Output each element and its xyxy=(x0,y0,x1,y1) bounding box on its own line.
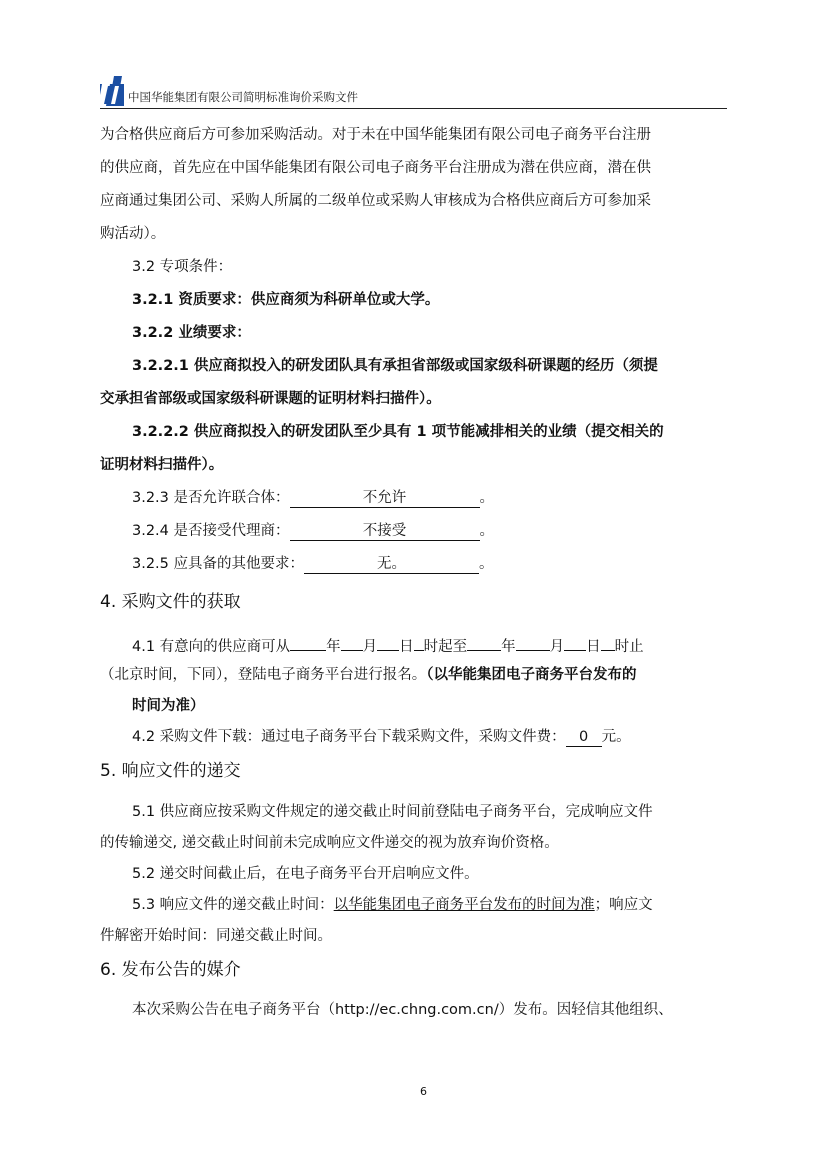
deadline-text: 以华能集团电子商务平台发布的时间为准 xyxy=(333,897,595,913)
consortium-label: 3.2.3 是否允许联合体： xyxy=(132,490,290,506)
header-title: 中国华能集团有限公司简明标准询价采购文件 xyxy=(128,90,358,104)
clause-5-3-line xyxy=(132,895,653,915)
text: 4.1 有意向的供应商可从 xyxy=(132,639,291,655)
clause-4-1-line xyxy=(100,665,637,685)
clause-3-2: 3.2 专项条件： xyxy=(132,259,233,275)
period: 。 xyxy=(479,490,495,506)
clause-5-1-line: 5.1 供应商应按采购文件规定的递交截止时间前登陆电子商务平台，完成响应文件 xyxy=(132,804,653,820)
clause-3-2-3 xyxy=(132,488,494,508)
clause-3-2-2-2-line: 3.2.2.2 供应商拟投入的研发团队至少具有 1 项节能减排相关的业绩（提交相关的 xyxy=(132,424,664,440)
consortium-value: 不允许 xyxy=(290,489,480,508)
text: 时起至 xyxy=(423,639,468,655)
clause-4-1-line: 时间为准） xyxy=(132,698,205,714)
clause-3-2-5 xyxy=(132,554,494,574)
blank-field xyxy=(414,635,424,651)
page-number: 6 xyxy=(420,1085,427,1098)
agent-label: 3.2.4 是否接受代理商： xyxy=(132,523,290,539)
text: 元。 xyxy=(601,729,631,745)
clause-3-2-1: 3.2.1 资质要求：供应商须为科研单位或大学。 xyxy=(132,292,440,308)
clause-5-2: 5.2 递交时间截止后，在电子商务平台开启响应文件。 xyxy=(132,866,479,882)
blank-field xyxy=(516,635,550,651)
text: 月 xyxy=(362,639,378,655)
clause-3-2-2-1-line: 3.2.2.1 供应商拟投入的研发团队具有承担省部级或国家级科研课题的经历（须提 xyxy=(132,358,658,374)
clause-5-3-line: 件解密开始时间：同递交截止时间。 xyxy=(100,928,332,944)
text: 日 xyxy=(586,639,601,655)
blank-field xyxy=(601,635,615,651)
other-req-label: 3.2.5 应具备的其他要求： xyxy=(132,556,305,572)
paragraph-line: 购活动）。 xyxy=(100,226,166,242)
text: 4.2 采购文件下载：通过电子商务平台下载采购文件，采购文件费： xyxy=(132,729,566,745)
text: 时止 xyxy=(614,639,644,655)
clause-3-2-2: 3.2.2 业绩要求： xyxy=(132,325,251,341)
paragraph-line: 为合格供应商后方可参加采购活动。对于未在中国华能集团有限公司电子商务平台注册 xyxy=(100,127,651,143)
clause-3-2-2-2-line: 证明材料扫描件）。 xyxy=(100,457,224,473)
text: 5.3 响应文件的递交截止时间： xyxy=(132,897,334,913)
blank-field xyxy=(467,635,501,651)
section-5-heading: 5. 响应文件的递交 xyxy=(100,761,241,781)
section-6-text: 本次采购公告在电子商务平台（http://ec.chng.com.cn/）发布。因轻信其他组织、 xyxy=(132,1002,673,1018)
clause-3-2-2-1-line: 交承担省部级或国家级科研课题的证明材料扫描件）。 xyxy=(100,391,441,407)
huaneng-logo-icon xyxy=(100,76,124,106)
other-req-value: 无。 xyxy=(304,555,479,574)
blank-field xyxy=(377,635,399,651)
blank-field xyxy=(290,635,326,651)
text: 日 xyxy=(399,639,414,655)
blank-field xyxy=(341,635,363,651)
section-6-heading: 6. 发布公告的媒介 xyxy=(100,960,241,980)
paragraph-line: 的供应商，首先应在中国华能集团有限公司电子商务平台注册成为潜在供应商，潜在供 xyxy=(100,160,651,176)
page-header xyxy=(100,74,727,109)
period: 。 xyxy=(479,556,494,572)
fee-value: 0 xyxy=(566,728,602,747)
text: 年 xyxy=(501,639,516,655)
clause-4-2 xyxy=(132,727,631,747)
text: 年 xyxy=(326,639,341,655)
blank-field xyxy=(564,635,586,651)
text: （以华能集团电子商务平台发布的 xyxy=(426,667,637,683)
clause-5-1-line: 的传输递交, 递交截止时间前未完成响应文件递交的视为放弃询价资格。 xyxy=(100,835,559,851)
text: （北京时间，下同），登陆电子商务平台进行报名。 xyxy=(100,667,427,683)
text: 月 xyxy=(549,639,565,655)
clause-4-1-line xyxy=(132,635,644,657)
section-4-heading: 4. 采购文件的获取 xyxy=(100,592,241,612)
agent-value: 不接受 xyxy=(290,522,480,541)
paragraph-line: 应商通过集团公司、采购人所属的二级单位或采购人审核成为合格供应商后方可参加采 xyxy=(100,193,651,209)
text: ；响应文 xyxy=(594,897,653,913)
period: 。 xyxy=(479,523,495,539)
clause-3-2-4 xyxy=(132,521,494,541)
